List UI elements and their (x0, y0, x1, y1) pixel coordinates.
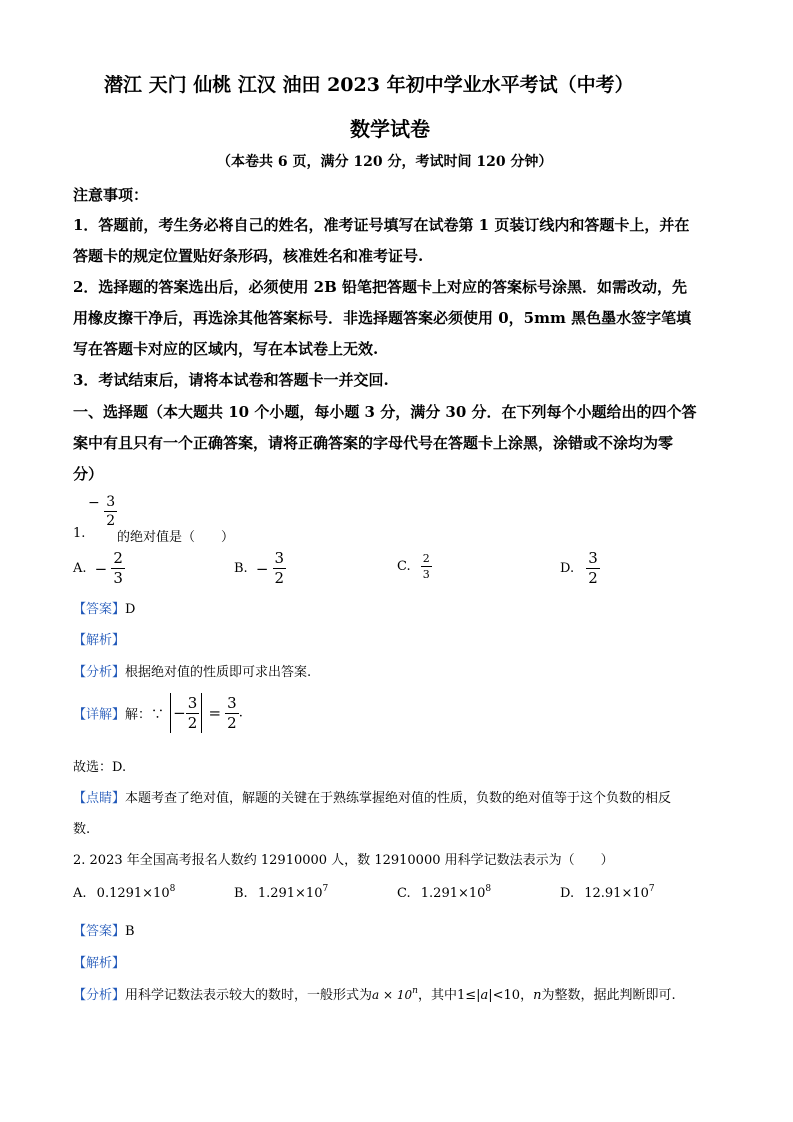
abs-bar-left (170, 693, 171, 733)
q1-detail-tag: 【详解】 (73, 707, 126, 723)
q1-answer-value: D (125, 602, 136, 617)
q1-option-d-fraction: $\frac{3}{2}$ (588, 549, 598, 587)
q2-fenxi: 【分析】用科学记数法表示较大的数时，一般形式为$a \times 10^n$，其中1≤|a|<10，n为整数，据此判断即可. (73, 986, 676, 1003)
q1-option-b-sign: − (255, 559, 269, 578)
q1-analysis-tag: 【解析】 (73, 633, 126, 648)
note-3-line1: 3．考试结束后，请将本试卷和答题卡一并交回. (73, 371, 389, 389)
q1-comment-line2: 数. (73, 822, 91, 837)
note-2-line1: 2．选择题的答案选出后，必须使用 2B 铅笔把答题卡上对应的答案标号涂黑．如需改动，先 (73, 278, 688, 296)
q1-option-c-fraction: $\frac{2}{3}$ (422, 552, 430, 581)
q1-option-d-label: D. (560, 561, 575, 576)
section1-line3: 分） (73, 465, 104, 483)
notes-heading: 注意事项： (73, 186, 149, 204)
q1-option-b-label: B. (234, 561, 248, 576)
q1-frac-den: 2 (106, 513, 116, 529)
note-1-line1: 1．答题前，考生务必将自己的姓名，准考证号填写在试卷第 1 页装订线内和答题卡上，并在 (73, 216, 690, 234)
q1-fenxi (73, 661, 311, 680)
q2-fenxi-tag: 【分析】 (73, 988, 126, 1003)
q1-comment-tag: 【点睛】 (73, 791, 126, 806)
q1-detail-eq: = (208, 704, 222, 722)
q1-number: 1. (73, 526, 86, 541)
exam-info: （本卷共 6 页，满分 120 分，考试时间 120 分钟） (217, 154, 553, 170)
q1-option-b (234, 551, 286, 586)
q2-option-c: C. $1.291\times 10^8$ (397, 884, 492, 901)
q1-option-a-sign: − (94, 559, 108, 578)
q1-comment-line1: 【点睛】本题考查了绝对值，解题的关键在于熟练掌握绝对值的性质，负数的绝对值等于这个负数的相反 (73, 791, 672, 806)
q1-detail-result: $\frac{3}{2}$ (227, 693, 237, 732)
q1-detail-prefix: 解：∵ (125, 707, 165, 723)
note-1-line2: 答题卡的规定位置贴好条形码，核准姓名和准考证号. (73, 247, 424, 265)
q1-detail-period: . (238, 705, 243, 721)
q1-option-a (73, 551, 125, 586)
q2-option-a: A. $0.1291\times 10^8$ (73, 884, 176, 901)
q2-answer-value: B (125, 924, 135, 939)
q1-expression (88, 495, 117, 528)
q2-stem: 2. 2023 年全国高考报名人数约 12910000 人，数 12910000 用科学记数法表示为（ ） (73, 853, 614, 868)
section1-line1: 一、选择题（本大题共 10 个小题，每小题 3 分，满分 30 分．在下列每个小题给出的四个答 (73, 403, 697, 421)
q1-option-a-fraction: $\frac{2}{3}$ (113, 549, 123, 587)
section1-line2: 案中有且只有一个正确答案，请将正确答案的字母代号在答题卡上涂黑，涂错或不涂均为零 (73, 434, 674, 452)
q1-stem: 的绝对值是（ ） (117, 530, 235, 545)
q1-fenxi-text: 根据绝对值的性质即可求出答案. (125, 665, 312, 680)
exam-subtitle: 数学试卷 (350, 117, 430, 141)
q1-detail-fraction: $\frac{3}{2}$ (187, 693, 198, 732)
q2-option-b: B. $1.291\times 10^7$ (234, 884, 329, 901)
q1-fraction (104, 495, 117, 528)
q1-option-c-label: C. (397, 559, 411, 574)
q2-answer-tag: 【答案】 (73, 924, 126, 939)
q1-option-d (560, 551, 600, 586)
q1-frac-num: 3 (106, 494, 116, 510)
q1-detail (73, 693, 243, 733)
note-2-line3: 写在答题卡对应的区域内，写在本试卷上无效. (73, 340, 379, 358)
q2-analysis-tag: 【解析】 (73, 956, 126, 971)
q1-fenxi-tag: 【分析】 (73, 665, 126, 680)
q1-answer (73, 598, 135, 617)
exam-title: 潜江 天门 仙桃 江汉 油田 2023 年初中学业水平考试（中考） (104, 74, 634, 96)
q2-option-d: D. $12.91\times 10^7$ (560, 884, 655, 901)
q1-choose: 故选：D. (73, 760, 127, 775)
q2-answer (73, 920, 135, 939)
q1-answer-tag: 【答案】 (73, 602, 126, 617)
q1-minus: − (88, 495, 100, 511)
q1-detail-minus: − (173, 704, 186, 722)
note-2-line2: 用橡皮擦干净后，再选涂其他答案标号．非选择题答案必须使用 0，5mm 黑色墨水签字笔填 (73, 309, 692, 327)
abs-bar-right (201, 693, 202, 733)
q1-option-c (397, 553, 432, 580)
q1-option-a-label: A. (73, 561, 87, 576)
q1-option-b-fraction: $\frac{3}{2}$ (274, 549, 285, 587)
